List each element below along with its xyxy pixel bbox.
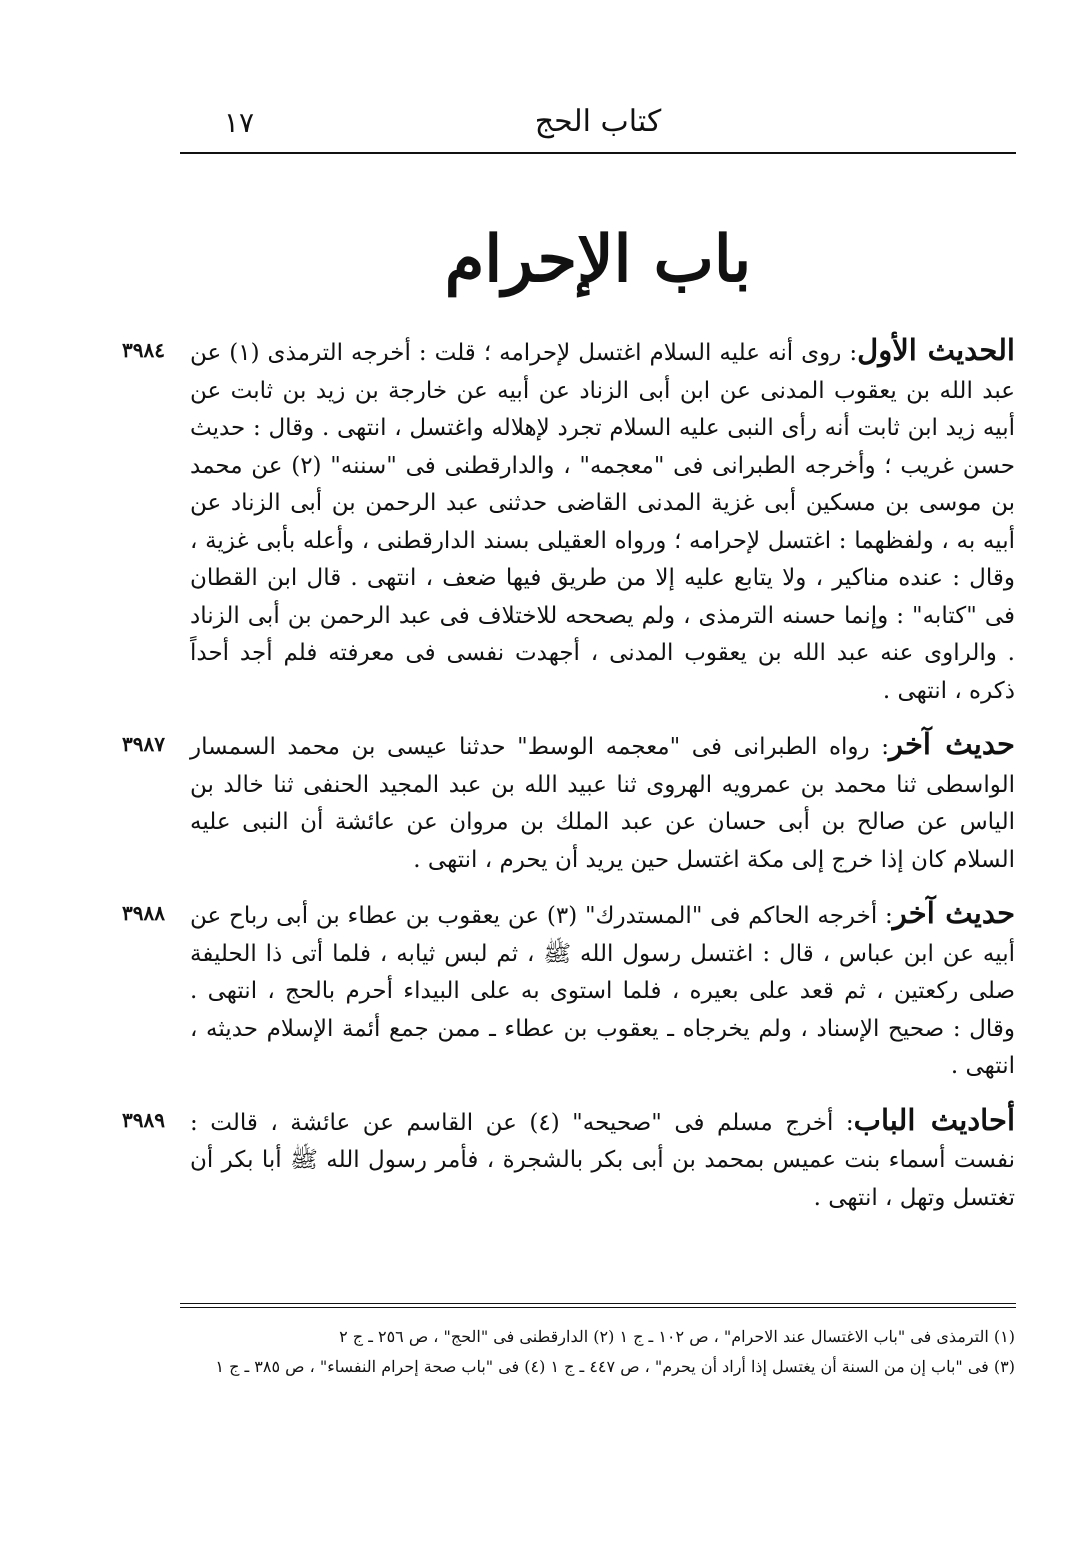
running-title: كتاب الحج [534, 104, 662, 139]
page-number: ١٧ [223, 106, 254, 139]
hadith-text: : أخرج مسلم فى "صحيحه" (٤) عن القاسم عن عائشة ، قالت : نفست أسماء بنت عميس بمحمد بن أبى بكر بالشجرة ، فأمر رسول الله ﷺ أبا بكر أن تغتسل وتهل ، انتهى . [190, 1109, 1015, 1211]
hadith-text: : رواه الطبرانى فى "معجمه الوسط" حدثنا عيسى بن محمد السمسار الواسطى ثنا محمد بن عمرويه الهروى ثنا عبيد الله بن عبد المجيد الحنفى ثنا خالد بن الياس عن صالح بن أبى حسان عن عبد الملك بن مروان عن عائشة أن النبى عليه السلام كان إذا خرج إلى مكة اغتسل حين يريد أن يحرم ، انتهى . [190, 734, 1015, 873]
hadith-entry [122, 726, 1015, 879]
chapter-title: باب الإحرام [444, 222, 752, 297]
hadith-number: ٣٩٨٨ [122, 901, 165, 925]
hadith-paragraph [190, 332, 1015, 710]
hadith-lead: الحديث الأول [857, 333, 1015, 367]
hadith-paragraph [190, 726, 1015, 879]
body-text [122, 332, 1016, 1233]
footnotes [190, 1322, 1015, 1382]
footnote-line: (٣) فى "باب إن من السنة أن يغتسل إذا أراد أن يحرم" ، ص ٤٤٧ ـ ج ١ (٤) فى "باب صحة إحرام النفساء" ، ص ٣٨٥ ـ ج ١ [215, 1357, 1015, 1376]
hadith-entry [122, 1102, 1016, 1218]
footnote-line: (١) الترمذى فى "باب الاغتسال عند الاحرام" ، ص ١٠٢ ـ ج ١ (٢) الدارقطنى فى "الحج" ، ص ٢٥٦ ـ ج ٢ [339, 1327, 1015, 1346]
hadith-lead: حديث آخر [892, 896, 1016, 930]
header-rule [180, 152, 1016, 154]
hadith-entry [122, 332, 1015, 710]
hadith-number: ٣٩٨٩ [122, 1107, 165, 1132]
page-header [180, 96, 1016, 154]
hadith-paragraph [190, 895, 1015, 1086]
hadith-text: : أخرجه الحاكم فى "المستدرك" (٣) عن يعقوب بن عطاء بن أبى رباح عن أبيه عن ابن عباس ، قال : اغتسل رسول الله ﷺ ، ثم لبس ثيابه ، فلما أتى ذا الحليفة صلى ركعتين ، ثم قعد على بعيره ، فلما استوى به على البيداء أحرم بالحج ، انتهى . وقال : صحيح الإسناد ، ولم يخرجاه ـ يعقوب بن عطاء ـ ممن جمع أئمة الإسلام حديثه ، انتهى . [190, 903, 1015, 1079]
hadith-paragraph [190, 1102, 1015, 1218]
hadith-text: : روى أنه عليه السلام اغتسل لإحرامه ؛ قلت : أخرجه الترمذى (١) عن عبد الله بن يعقوب المدنى عن ابن أبى الزناد عن أبيه عن خارجة بن زيد بن ثابت عن أبيه زيد ابن ثابت أنه رأى النبى عليه السلام تجرد لإهلاله واغتسل ، انتهى . وقال : حديث حسن غريب ؛ وأخرجه الطبرانى فى "معجمه" ، والدارقطنى فى "سننه" (٢) عن محمد بن موسى بن مسكين أبى غزية المدنى القاضى حدثنى عبد الرحمن بن أبى الزناد عن أبيه به ، ولفظهما : اغتسل لإحرامه ؛ ورواه العقيلى بسند الدارقطنى ، وأعله بأبى غزية ، وقال : عنده مناكير ، ولا يتابع عليه إلا من طريق فيها ضعف ، انتهى . قال ابن القطان فى "كتابه" : وإنما حسنه الترمذى ، ولم يصححه للاختلاف فى عبد الرحمن بن أبى الزناد . والراوى عنه عبد الله بن يعقوب المدنى ، أجهدت نفسى فى معرفته فلم أجد أحداً ذكره ، انتهى . [190, 340, 1015, 704]
hadith-lead: حديث آخر [888, 727, 1015, 761]
hadith-entry [122, 895, 1016, 1086]
hadith-number: ٣٩٨٧ [122, 732, 165, 756]
hadith-lead: أحاديث الباب [853, 1102, 1016, 1137]
hadith-number: ٣٩٨٤ [122, 338, 165, 362]
footnote-divider [180, 1303, 1016, 1308]
